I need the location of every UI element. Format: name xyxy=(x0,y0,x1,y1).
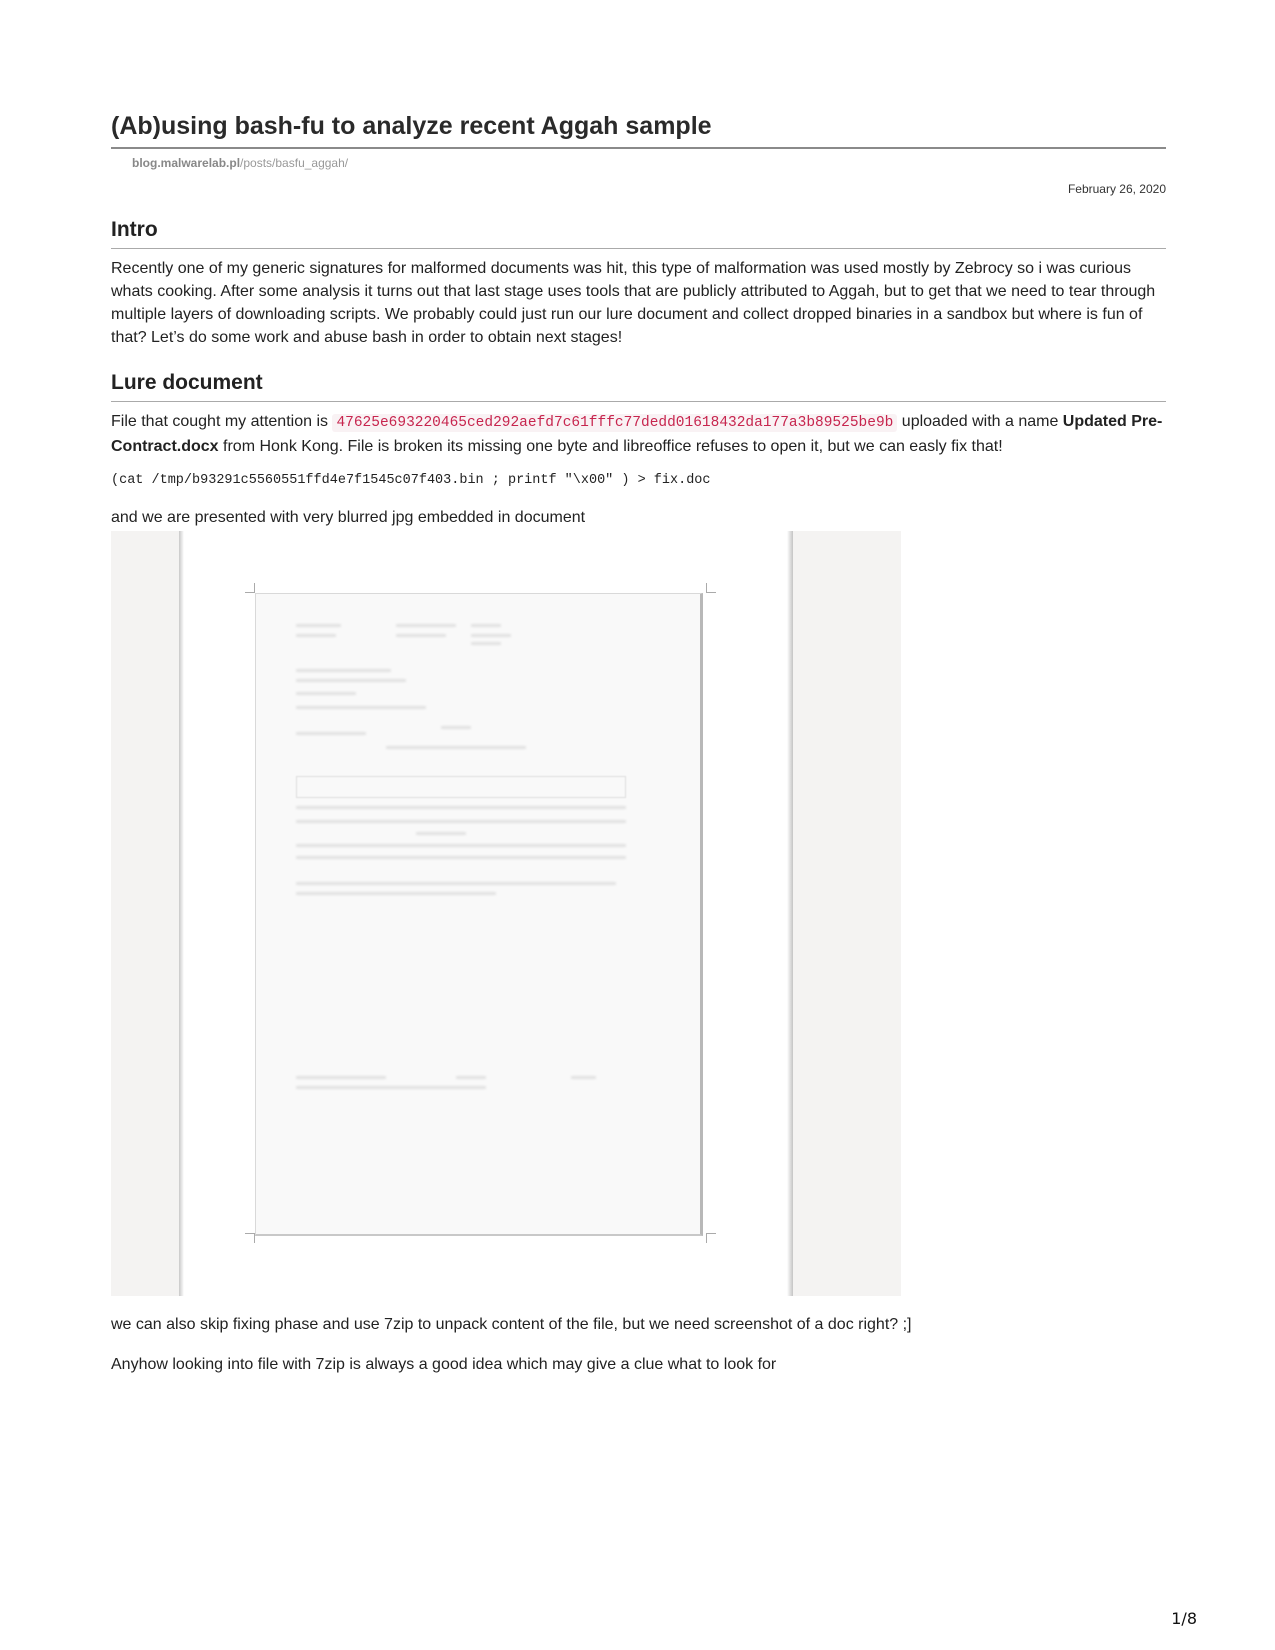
blurred-text xyxy=(296,706,426,709)
crop-mark xyxy=(706,1233,716,1243)
blurred-document-page xyxy=(255,593,703,1236)
lure-text-2: uploaded with a name xyxy=(897,413,1063,430)
source-url[interactable] xyxy=(132,156,1166,170)
blurred-text xyxy=(296,624,341,627)
blurred-text xyxy=(456,1076,486,1079)
image-right-shadow xyxy=(787,531,793,1296)
blurred-text xyxy=(296,1086,486,1089)
blurred-text xyxy=(296,806,626,809)
blurred-text xyxy=(386,746,526,749)
sample-hash: 47625e693220465ced292aefd7c61fffc77dedd01618432da177a3b89525be9b xyxy=(332,414,897,432)
lure-paragraph xyxy=(111,410,1166,458)
crop-mark xyxy=(245,1233,255,1243)
blurred-text xyxy=(471,642,501,645)
blurred-text xyxy=(416,832,466,835)
lure-filename: Updated Pre-Contract.docx xyxy=(111,413,1163,455)
blurred-jpg-paragraph: and we are presented with very blurred jpg embedded in document xyxy=(111,509,586,526)
blurred-table xyxy=(296,776,626,798)
blurred-text xyxy=(471,634,511,637)
fix-command: (cat /tmp/b93291c5560551ffd4e7f1545c07f403.bin ; printf "\x00" ) > fix.doc xyxy=(111,473,711,488)
crop-mark xyxy=(706,583,716,593)
source-path[interactable]: /posts/basfu_aggah/ xyxy=(240,156,349,170)
crop-mark xyxy=(245,583,255,593)
lure-text-1: File that cought my attention is xyxy=(111,413,333,430)
blurred-text xyxy=(296,634,336,637)
blurred-text xyxy=(296,820,626,823)
blurred-text xyxy=(296,856,626,859)
blurred-text xyxy=(396,624,456,627)
source-domain[interactable]: blog.malwarelab.pl xyxy=(132,156,241,170)
blurred-text xyxy=(571,1076,596,1079)
blurred-text xyxy=(296,692,356,695)
intro-paragraph: Recently one of my generic signatures for malformed documents was hit, this type of malformation was used mostly by Zebrocy so i was curious whats cooking. After some analysis it turns out that last stage uses tools that are publicly attributed to Aggah, but to get that we need to tear through multiple layers of downloading scripts. We probably could just run our lure document and collect dropped binaries in a sandbox but where is fun of that? Let’s do some work and abuse bash in order to obtain next stages! xyxy=(111,260,1156,346)
blurred-text xyxy=(396,634,446,637)
blurred-text xyxy=(296,892,496,895)
lure-text-3: from Honk Kong. File is broken its missing one byte and libreoffice refuses to open it, but we can easly fix that! xyxy=(218,438,1003,455)
blurred-text xyxy=(296,669,391,672)
blurred-text xyxy=(296,1076,386,1079)
blurred-text xyxy=(296,844,626,847)
lure-document-screenshot xyxy=(111,531,901,1296)
anyhow-paragraph: Anyhow looking into file with 7zip is always a good idea which may give a clue what to look for xyxy=(111,1356,777,1373)
page-number: 1/8 xyxy=(1171,1609,1197,1628)
blurred-text xyxy=(296,732,366,735)
blurred-text xyxy=(296,882,616,885)
publish-date: February 26, 2020 xyxy=(1067,182,1166,196)
blurred-text xyxy=(471,624,501,627)
page-title: (Ab)using bash-fu to analyze recent Aggah sample xyxy=(111,112,1166,149)
blurred-text xyxy=(296,679,406,682)
blurred-text xyxy=(441,726,471,729)
skip-paragraph: we can also skip fixing phase and use 7zip to unpack content of the file, but we need screenshot of a doc right? ;] xyxy=(111,1316,912,1333)
article xyxy=(111,112,1166,1376)
lure-heading: Lure document xyxy=(111,371,1166,402)
intro-heading: Intro xyxy=(111,218,1166,249)
